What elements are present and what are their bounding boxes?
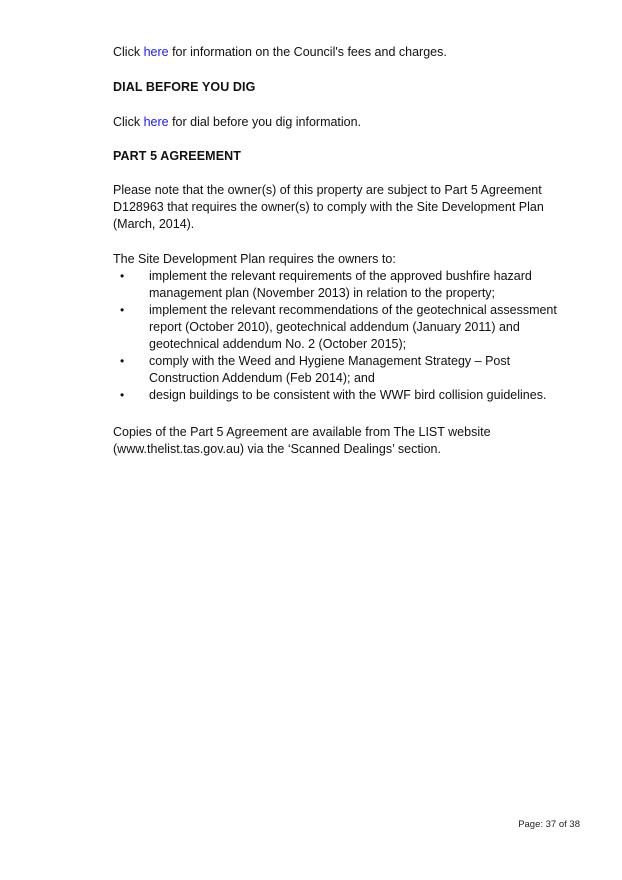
dial-heading: DIAL BEFORE YOU DIG: [113, 80, 256, 94]
copies-paragraph: Copies of the Part 5 Agreement are available from The LIST website (www.thelist.tas.gov.au) via the ‘Scanned Dealings’ section.: [113, 425, 491, 456]
list-item: [113, 302, 583, 353]
fees-paragraph: [113, 44, 583, 61]
fees-link[interactable]: here: [143, 45, 169, 59]
list-item: [113, 353, 583, 387]
list-item-text: implement the relevant requirements of the approved bushfire hazard management plan (November 2013) in relation to the property;: [149, 269, 532, 300]
part5-heading: PART 5 AGREEMENT: [113, 149, 241, 163]
copies-block: [113, 424, 583, 458]
list-item-text: comply with the Weed and Hygiene Management Strategy – Post Construction Addendum (Feb 2014); and: [149, 354, 511, 385]
bullet-icon: •: [120, 269, 125, 283]
part5-list-block: [113, 251, 583, 404]
list-item: [113, 387, 583, 404]
list-item-text: design buildings to be consistent with the WWF bird collision guidelines.: [149, 388, 547, 402]
bullet-icon: •: [120, 354, 125, 368]
obligations-list: [113, 268, 583, 404]
bullet-icon: •: [120, 388, 125, 402]
dial-suffix: for dial before you dig information.: [168, 115, 362, 129]
dial-heading-block: [113, 79, 583, 96]
fees-suffix: for information on the Council's fees and charges.: [168, 45, 447, 59]
dial-prefix: Click: [113, 115, 144, 129]
dial-paragraph: [113, 114, 583, 131]
list-item: [113, 268, 583, 302]
part5-list-intro: The Site Development Plan requires the owners to:: [113, 252, 396, 266]
page-number: Page: 37 of 38: [518, 819, 580, 830]
part5-intro-block: [113, 182, 583, 233]
list-item-text: implement the relevant recommendations of the geotechnical assessment report (October 2010), geotechnical addendum (January 2011) and geotechnical addendum No. 2 (October 2015);: [149, 303, 557, 351]
part5-heading-block: [113, 148, 583, 165]
dial-link[interactable]: here: [143, 115, 169, 129]
fees-prefix: Click: [113, 45, 144, 59]
bullet-icon: •: [120, 303, 125, 317]
part5-intro: Please note that the owner(s) of this property are subject to Part 5 Agreement D128963 that requires the owner(s) to comply with the Site Development Plan (March, 2014).: [113, 183, 544, 231]
